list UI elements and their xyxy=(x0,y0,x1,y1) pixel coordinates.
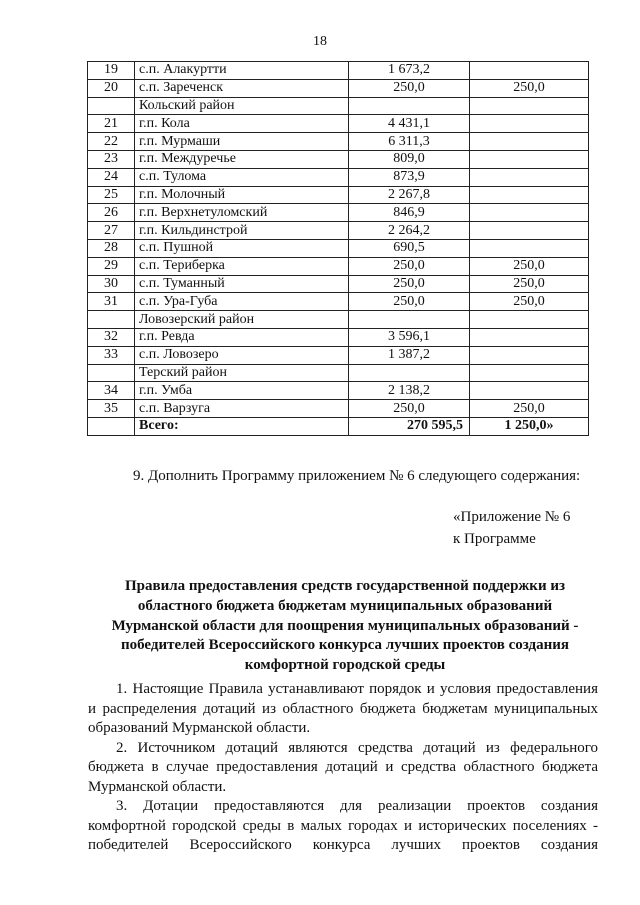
table-row xyxy=(88,97,589,115)
appendix-line-2: к Программе xyxy=(453,531,536,547)
rules-paragraph-2: 2. Источником дотаций являются средства дотаций из федерального бюджета в случае предоставления дотаций и средства областного бюджета Мурманской области. xyxy=(88,739,598,795)
table-row xyxy=(88,239,589,257)
cell-num: 20 xyxy=(88,79,135,97)
cell-v2: 250,0 xyxy=(470,275,589,293)
cell-name: с.п. Варзуга xyxy=(135,400,349,418)
paragraph-9: 9. Дополнить Программу приложением № 6 следующего содержания: xyxy=(133,468,581,484)
table-row xyxy=(88,133,589,151)
total-cell-label: Всего: xyxy=(135,417,349,435)
table-row xyxy=(88,275,589,293)
cell-name: Терский район xyxy=(135,364,349,382)
cell-v2 xyxy=(470,204,589,222)
cell-name: Ловозерский район xyxy=(135,311,349,329)
table-row xyxy=(88,150,589,168)
cell-name: с.п. Туманный xyxy=(135,275,349,293)
cell-v2 xyxy=(470,364,589,382)
total-cell-v1: 270 595,5 xyxy=(349,417,470,435)
cell-v1: 4 431,1 xyxy=(349,115,470,133)
cell-v1: 250,0 xyxy=(349,79,470,97)
table-row xyxy=(88,186,589,204)
cell-name: г.п. Междуречье xyxy=(135,150,349,168)
cell-v2 xyxy=(470,239,589,257)
cell-num: 27 xyxy=(88,222,135,240)
cell-v2 xyxy=(470,382,589,400)
cell-num: 22 xyxy=(88,133,135,151)
cell-v2 xyxy=(470,115,589,133)
total-cell xyxy=(88,417,135,435)
cell-v1 xyxy=(349,311,470,329)
cell-v2 xyxy=(470,150,589,168)
rules-title: Правила предоставления средств государственной поддержки из областного бюджета бюджетам муниципальных образований Мурманской области для поощрения муниципальных образований - победителей Всероссийского конкурса лучших проектов создания комфортной городской среды xyxy=(111,578,579,674)
cell-v1: 6 311,3 xyxy=(349,133,470,151)
cell-num: 24 xyxy=(88,168,135,186)
cell-v2: 250,0 xyxy=(470,400,589,418)
cell-name: с.п. Тулома xyxy=(135,168,349,186)
appendix-heading xyxy=(453,506,570,550)
cell-num: 31 xyxy=(88,293,135,311)
cell-num: 35 xyxy=(88,400,135,418)
cell-v1: 3 596,1 xyxy=(349,328,470,346)
cell-num: 21 xyxy=(88,115,135,133)
cell-name: г.п. Молочный xyxy=(135,186,349,204)
table-row xyxy=(88,346,589,364)
cell-v2 xyxy=(470,311,589,329)
cell-v2 xyxy=(470,62,589,80)
page-number: 18 xyxy=(313,34,327,49)
cell-v1: 250,0 xyxy=(349,400,470,418)
table-row xyxy=(88,311,589,329)
cell-name: Кольский район xyxy=(135,97,349,115)
table-row xyxy=(88,400,589,418)
cell-num: 28 xyxy=(88,239,135,257)
cell-num: 32 xyxy=(88,328,135,346)
cell-v1: 873,9 xyxy=(349,168,470,186)
cell-v1: 2 264,2 xyxy=(349,222,470,240)
cell-v2 xyxy=(470,168,589,186)
cell-num: 33 xyxy=(88,346,135,364)
cell-v1: 2 138,2 xyxy=(349,382,470,400)
cell-name: г.п. Мурмаши xyxy=(135,133,349,151)
cell-v2: 250,0 xyxy=(470,257,589,275)
cell-v1 xyxy=(349,97,470,115)
cell-name: с.п. Пушной xyxy=(135,239,349,257)
cell-v1: 846,9 xyxy=(349,204,470,222)
table-row xyxy=(88,62,589,80)
rules-paragraph-1: 1. Настоящие Правила устанавливают порядок и условия предоставления и распределения дотаций из областного бюджета бюджетам муниципальных образований Мурманской области. xyxy=(88,681,598,736)
cell-v1: 809,0 xyxy=(349,150,470,168)
cell-num xyxy=(88,364,135,382)
cell-num: 19 xyxy=(88,62,135,80)
cell-v1: 1 387,2 xyxy=(349,346,470,364)
cell-num xyxy=(88,311,135,329)
table-row xyxy=(88,257,589,275)
table-row xyxy=(88,204,589,222)
rules-body xyxy=(88,680,598,856)
table-row xyxy=(88,293,589,311)
cell-name: г.п. Верхнетуломский xyxy=(135,204,349,222)
cell-name: с.п. Ура-Губа xyxy=(135,293,349,311)
cell-name: г.п. Кола xyxy=(135,115,349,133)
table-row xyxy=(88,79,589,97)
cell-v2 xyxy=(470,97,589,115)
cell-name: с.п. Зареченск xyxy=(135,79,349,97)
cell-name: с.п. Алакуртти xyxy=(135,62,349,80)
total-cell-v2: 1 250,0» xyxy=(470,417,589,435)
cell-v1: 250,0 xyxy=(349,293,470,311)
table-row xyxy=(88,328,589,346)
table-row xyxy=(88,168,589,186)
cell-v2 xyxy=(470,328,589,346)
cell-num: 25 xyxy=(88,186,135,204)
cell-v1: 2 267,8 xyxy=(349,186,470,204)
table-row xyxy=(88,382,589,400)
cell-v2 xyxy=(470,346,589,364)
cell-name: г.п. Умба xyxy=(135,382,349,400)
table-row xyxy=(88,115,589,133)
cell-v1: 250,0 xyxy=(349,257,470,275)
cell-num: 34 xyxy=(88,382,135,400)
cell-name: г.п. Кильдинстрой xyxy=(135,222,349,240)
table-total-row xyxy=(88,417,589,435)
cell-v1: 1 673,2 xyxy=(349,62,470,80)
cell-v2 xyxy=(470,133,589,151)
cell-v2: 250,0 xyxy=(470,293,589,311)
table-row xyxy=(88,222,589,240)
rules-paragraph-3: 3. Дотации предоставляются для реализации проектов создания комфортной городской среды в малых городах и исторических поселениях - победителей Всероссийского конкурса лучших проектов создания xyxy=(88,798,598,853)
appendix-line-1: «Приложение № 6 xyxy=(453,509,571,525)
cell-v1 xyxy=(349,364,470,382)
cell-num: 29 xyxy=(88,257,135,275)
cell-v2 xyxy=(470,186,589,204)
cell-v1: 250,0 xyxy=(349,275,470,293)
cell-num: 30 xyxy=(88,275,135,293)
cell-v2: 250,0 xyxy=(470,79,589,97)
cell-num: 26 xyxy=(88,204,135,222)
funding-table xyxy=(87,61,589,436)
cell-name: с.п. Териберка xyxy=(135,257,349,275)
table-row xyxy=(88,364,589,382)
cell-num: 23 xyxy=(88,150,135,168)
cell-name: с.п. Ловозеро xyxy=(135,346,349,364)
cell-num xyxy=(88,97,135,115)
cell-v1: 690,5 xyxy=(349,239,470,257)
cell-v2 xyxy=(470,222,589,240)
cell-name: г.п. Ревда xyxy=(135,328,349,346)
